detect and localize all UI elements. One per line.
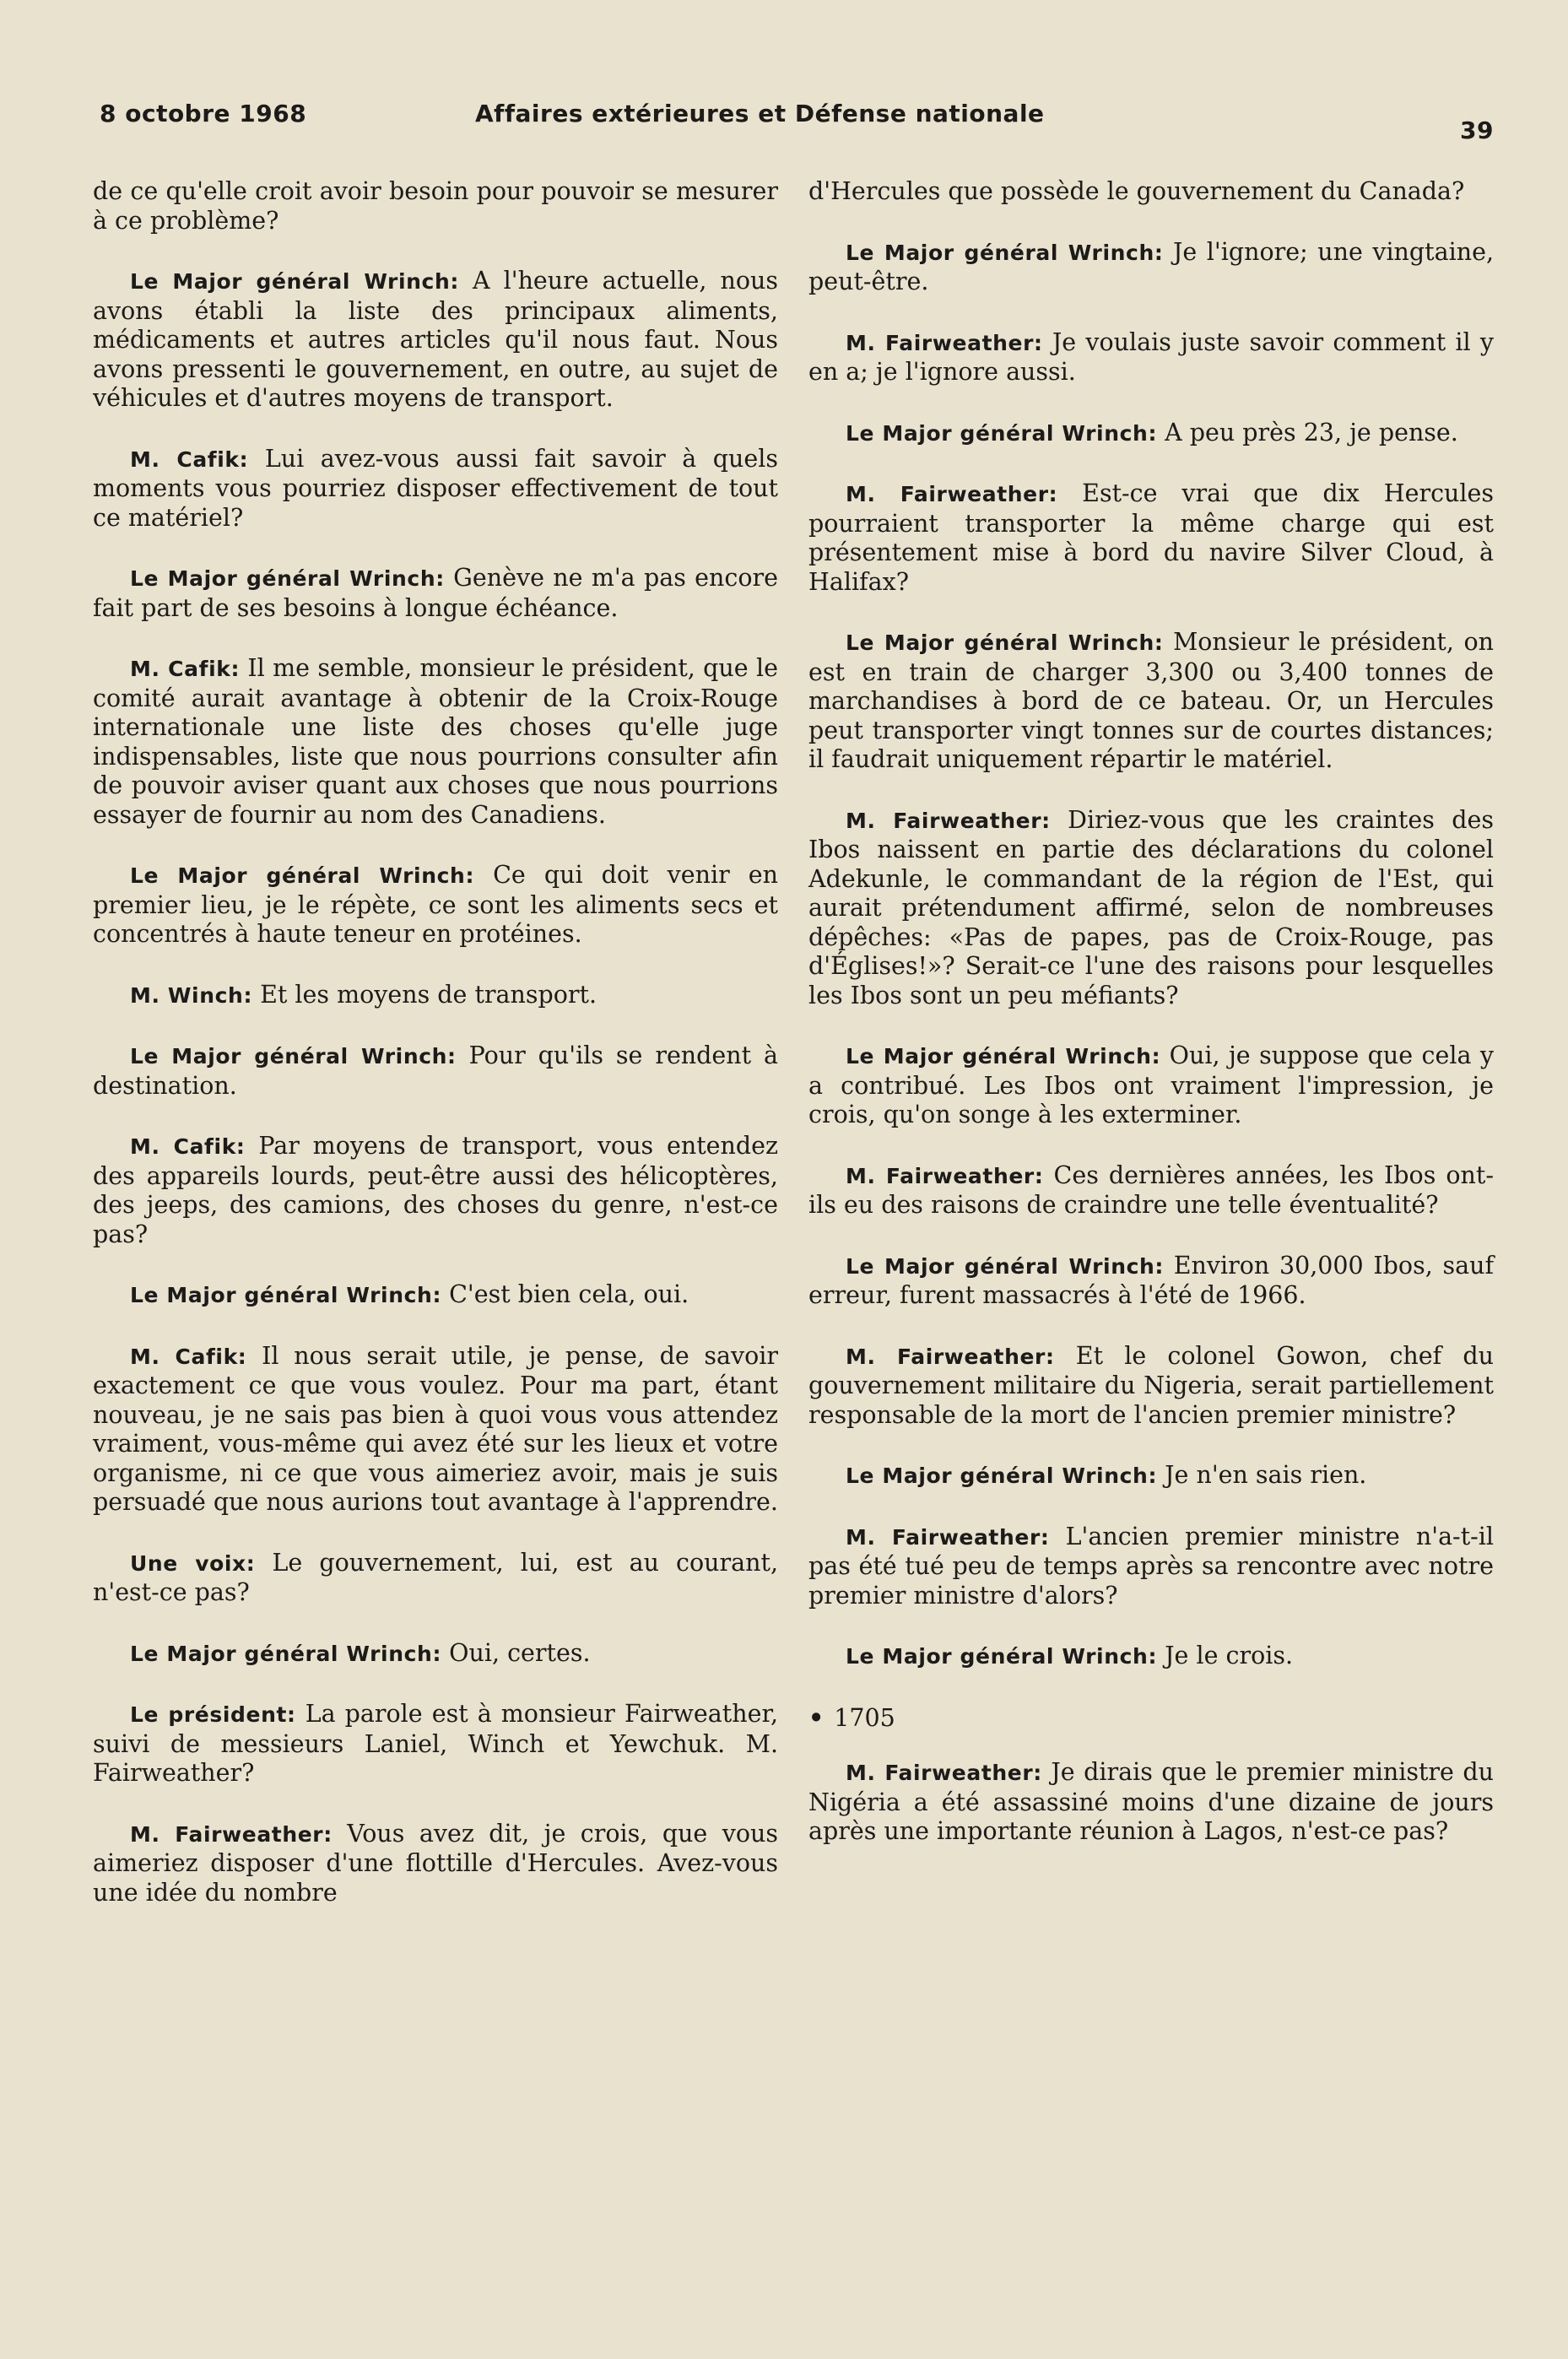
speaker-name: Le Major général Wrinch:: [846, 420, 1158, 446]
speech-paragraph: [808, 1758, 1494, 1847]
speech-text: Ces dernières années, les Ibos ont-ils eu des raisons de craindre une telle éventualité?: [808, 1161, 1494, 1219]
speech-paragraph: [808, 806, 1494, 1011]
speech-text: Vous avez dit, je crois, que vous aimeriez disposer d'une flottille d'Hercules. Avez-vous une idée du nombre: [93, 1819, 778, 1907]
speech-paragraph: [808, 1523, 1494, 1611]
speech-text: A l'heure actuelle, nous avons établi la liste des principaux aliments, médicaments et autres articles qu'il nous faut. Nous avons pressenti le gouvernement, en outre, au sujet de véhicules et d'autres moyens de transport.: [93, 267, 778, 412]
speech-text: Monsieur le président, on est en train de charger 3,300 ou 3,400 tonnes de marchandises à bord de ce bateau. Or, un Hercules peut transporter vingt tonnes sur de courtes distances; il faudrait uniquement répartir le matériel.: [808, 628, 1494, 773]
speech-paragraph: [93, 1700, 778, 1788]
speech-paragraph: [808, 628, 1494, 775]
speech-text: Oui, certes.: [449, 1638, 591, 1667]
speaker-name: Le Major général Wrinch:: [130, 269, 459, 294]
header-title: Affaires extérieures et Défense nationale: [475, 100, 1045, 127]
speech-text: Par moyens de transport, vous entendez des appareils lourds, peut-être aussi des hélicoptères, des jeeps, des camions, des choses du genre, n'est-ce pas?: [93, 1132, 779, 1248]
speaker-name: M. Fairweather:: [846, 482, 1058, 506]
speech-paragraph: [93, 267, 778, 414]
speech-text: Je le crois.: [1165, 1642, 1294, 1669]
speaker-name: Le Major général Wrinch:: [130, 566, 445, 591]
continued-paragraph: [93, 177, 778, 235]
speech-text: L'ancien premier ministre n'a-t-il pas été tué peu de temps après sa rencontre avec notre premier ministre d'alors?: [808, 1522, 1495, 1610]
speech-text: Et les moyens de transport.: [260, 980, 597, 1009]
speaker-name: M. Winch:: [130, 982, 253, 1008]
speaker-name: M. Fairweather:: [846, 1163, 1044, 1188]
speech-text: La parole est à monsieur Fairweather, suivi de messieurs Laniel, Winch et Yewchuk. M. Fairweather?: [93, 1700, 778, 1787]
speech-text: Ce qui doit venir en premier lieu, je le répète, ce sont les aliments secs et concentrés à haute teneur en protéines.: [93, 861, 778, 948]
speaker-name: Le Major général Wrinch:: [846, 1044, 1161, 1069]
speaker-name: M. Fairweather:: [846, 1761, 1042, 1785]
speaker-name: Le Major général Wrinch:: [846, 1464, 1158, 1488]
speech-text: Diriez-vous que les craintes des Ibos naissent en partie des déclarations du colonel Adekunle, le commandant de la région de l'Est, qui aurait prétendument affirmé, selon de nombreuses dépêches: «Pas de papes, pas de Croix-Rouge, pas d'Églises!»? Serait-ce l'une des raisons pour lesquelles les Ibos sont un peu méfiants?: [808, 805, 1494, 1009]
speech-paragraph: [93, 445, 778, 533]
speech-text: Est-ce vrai que dix Hercules pourraient transporter la même charge qui est présentement mise à bord du navire Silver Cloud, à Halifax?: [808, 479, 1495, 596]
speech-text: Et le colonel Gowon, chef du gouvernement militaire du Nigeria, serait partiellement responsable de la mort de l'ancien premier ministre?: [808, 1341, 1494, 1429]
time-marker: [808, 1703, 1494, 1734]
speech-paragraph: [93, 1342, 778, 1518]
speech-paragraph: [808, 328, 1494, 387]
speaker-name: Le Major général Wrinch:: [130, 1641, 442, 1666]
speech-paragraph: [93, 564, 778, 623]
speech-paragraph: [93, 981, 778, 1011]
speech-text: Je l'ignore; une vingtaine, peut-être.: [808, 237, 1494, 295]
speaker-name: Le Major général Wrinch:: [846, 630, 1164, 655]
speech-text: C'est bien cela, oui.: [449, 1280, 689, 1308]
speech-paragraph: [93, 654, 778, 830]
speech-paragraph: [93, 1639, 778, 1669]
speech-paragraph: [808, 1642, 1494, 1672]
speech-text: Il nous serait utile, je pense, de savoir exactement ce que vous voulez. Pour ma part, étant nouveau, je ne sais pas bien à quoi vous vous attendez vraiment, vous-même qui avez été sur les lieux et votre organisme, ni ce que vous aimeriez avoir, mais je suis persuadé que nous aurions tout avantage à l'apprendre.: [93, 1341, 779, 1516]
speaker-name: Une voix:: [130, 1550, 256, 1576]
speech-text: Pour qu'ils se rendent à destination.: [93, 1042, 779, 1100]
speaker-name: Le Major général Wrinch:: [846, 240, 1164, 265]
speech-paragraph: [808, 238, 1494, 297]
speech-text: Il me semble, monsieur le président, que le comité aurait avantage à obtenir de la Croix-Rouge internationale une liste des choses qu'elle juge indispensables, liste que nous pourrions consulter afin de pouvoir aviser quant aux choses que nous pourrions essayer de fournir au nom des Canadiens.: [93, 654, 778, 829]
speech-paragraph: [93, 1549, 778, 1608]
time-marker-text: 1705: [834, 1703, 895, 1732]
speech-paragraph: [808, 479, 1494, 597]
speaker-name: Le Major général Wrinch:: [130, 863, 475, 888]
speech-paragraph: [93, 1820, 778, 1908]
speech-text: A peu près 23, je pense.: [1165, 418, 1458, 446]
speaker-name: Le Major général Wrinch:: [130, 1044, 457, 1069]
speech-text: Je dirais que le premier ministre du Nigéria a été assassiné moins d'une dizaine de jours après une importante réunion à Lagos, n'est-ce pas?: [808, 1758, 1494, 1845]
speech-text: Je voulais juste savoir comment il y en a; je l'ignore aussi.: [808, 327, 1494, 386]
speech-text: Genève ne m'a pas encore fait part de ses besoins à longue échéance.: [93, 564, 778, 622]
bullet-icon: •: [808, 1702, 825, 1732]
speech-paragraph: [808, 1461, 1494, 1491]
speech-text: Oui, je suppose que cela y a contribué. Les Ibos ont vraiment l'impression, je crois, qu'on songe à les exterminer.: [808, 1042, 1494, 1128]
speech-text: Lui avez-vous aussi fait savoir à quels moments vous pourriez disposer effectivement de tout ce matériel?: [93, 444, 779, 532]
left-column: [93, 177, 778, 1939]
speaker-name: M. Fairweather:: [846, 1524, 1050, 1550]
speaker-name: M. Cafik:: [130, 1344, 247, 1369]
continued-paragraph: [808, 177, 1494, 207]
speech-text: Environ 30,000 Ibos, sauf erreur, furent massacrés à l'été de 1966.: [808, 1251, 1494, 1309]
speech-text: de ce qu'elle croit avoir besoin pour pouvoir se mesurer à ce problème?: [93, 177, 778, 235]
speaker-name: M. Cafik:: [130, 1134, 246, 1159]
speech-paragraph: [93, 861, 778, 950]
speaker-name: Le Major général Wrinch:: [846, 1644, 1158, 1669]
speaker-name: M. Fairweather:: [846, 808, 1051, 833]
speaker-name: M. Fairweather:: [130, 1821, 333, 1847]
speaker-name: M. Fairweather:: [846, 1344, 1055, 1369]
speech-paragraph: [93, 1132, 778, 1249]
speech-text: d'Hercules que possède le gouvernement du Canada?: [808, 177, 1465, 205]
speech-paragraph: [808, 1161, 1494, 1220]
speaker-name: M. Cafik:: [130, 446, 249, 472]
speaker-name: Le Major général Wrinch:: [846, 1253, 1165, 1279]
right-column: [808, 177, 1494, 1878]
speech-text: Le gouvernement, lui, est au courant, n'est-ce pas?: [93, 1548, 779, 1606]
speech-paragraph: [808, 1342, 1494, 1431]
speech-paragraph: [808, 419, 1494, 449]
speaker-name: Le Major général Wrinch:: [130, 1283, 442, 1307]
speech-paragraph: [808, 1252, 1494, 1311]
page-number: 39: [1460, 116, 1494, 144]
speaker-name: Le président:: [130, 1702, 296, 1727]
speech-text: Je n'en sais rien.: [1165, 1461, 1367, 1489]
speaker-name: M. Cafik:: [130, 657, 241, 681]
speech-paragraph: [93, 1042, 778, 1101]
speech-paragraph: [93, 1280, 778, 1311]
speech-paragraph: [808, 1042, 1494, 1130]
header-date: 8 octobre 1968: [100, 100, 307, 127]
speaker-name: M. Fairweather:: [846, 330, 1043, 355]
